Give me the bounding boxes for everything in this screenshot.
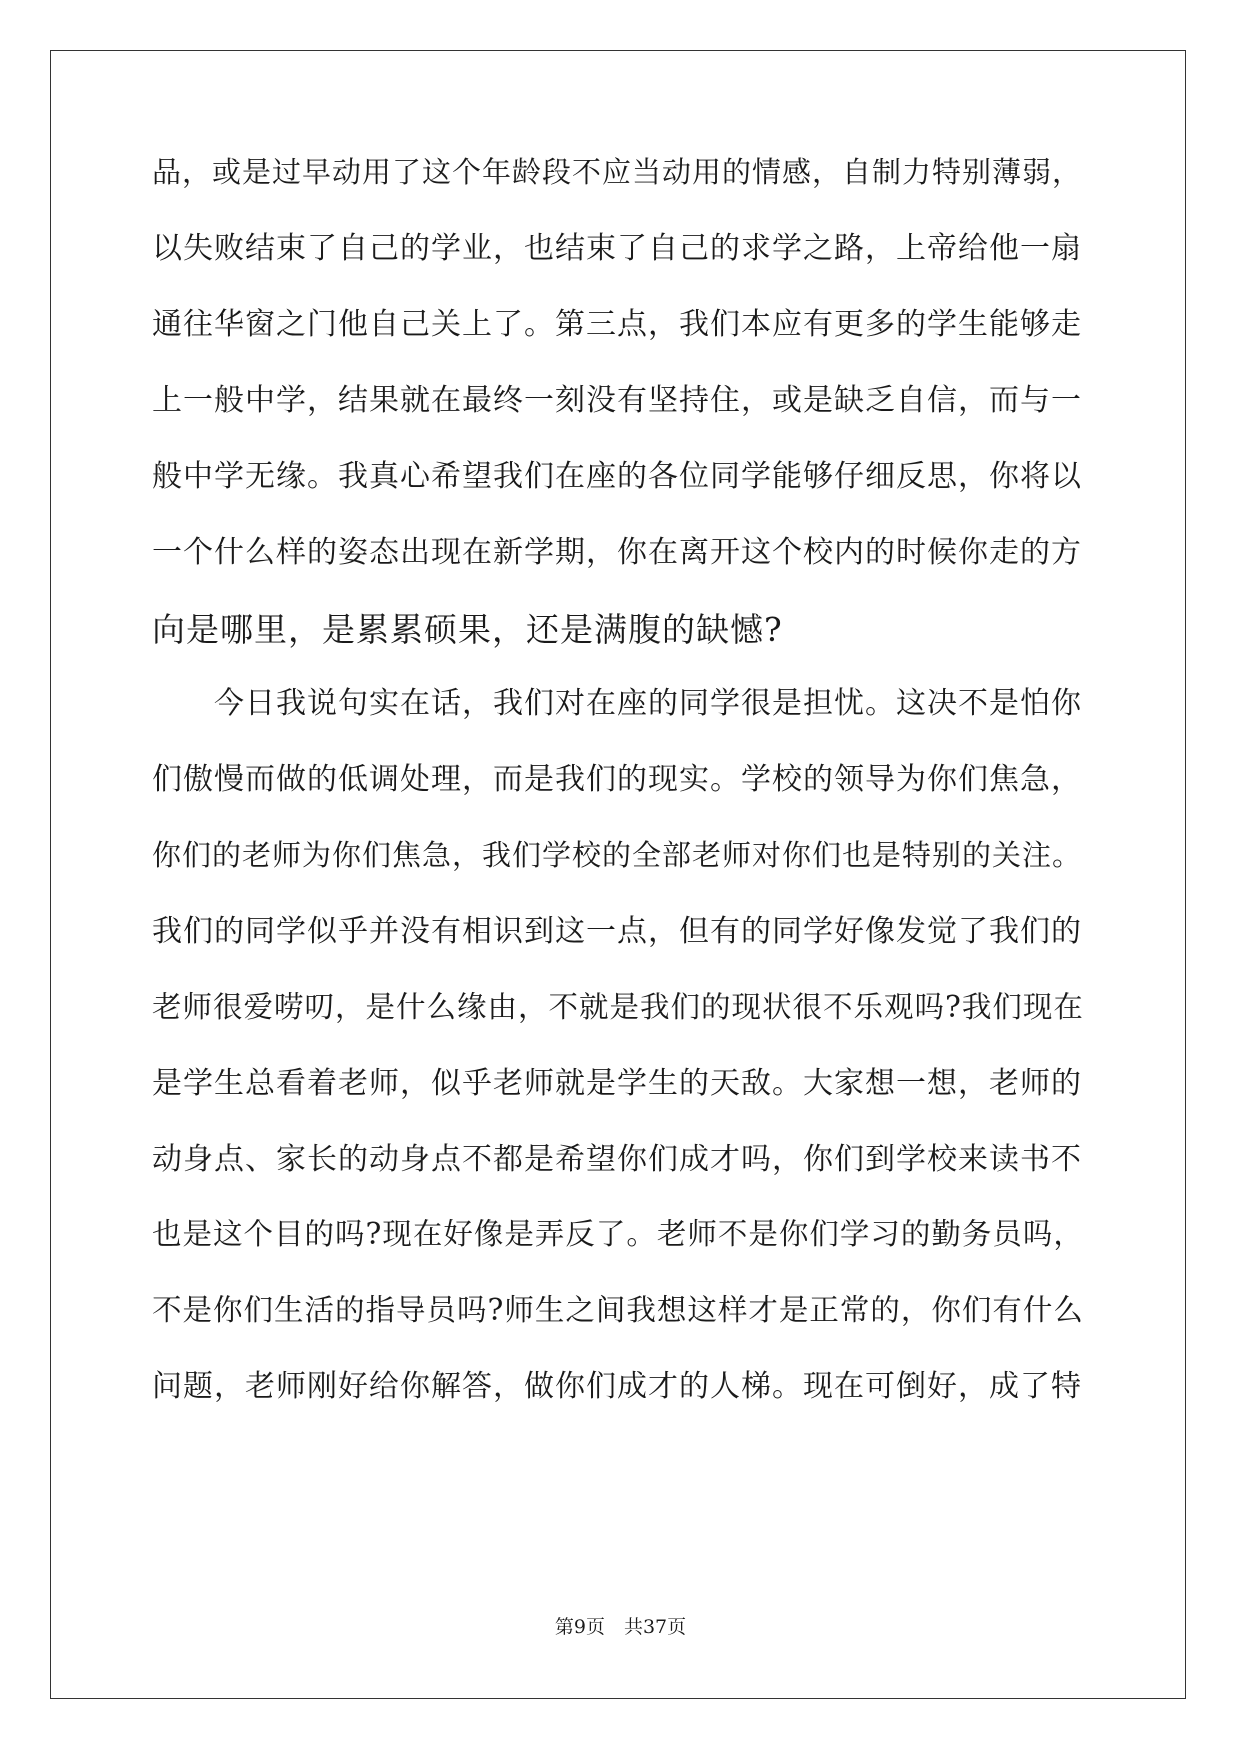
text-line: 品，或是过早动用了这个年龄段不应当动用的情感，自制力特别薄弱， <box>152 155 1083 189</box>
text-line: 上一般中学，结果就在最终一刻没有坚持住，或是缺乏自信，而与一 <box>152 383 1082 418</box>
text-line: 我们的同学似乎并没有相识到这一点，但有的同学好像发觉了我们的 <box>152 914 1082 949</box>
text-line: 不是你们生活的指导员吗?师生之间我想这样才是正常的，你们有什么 <box>152 1293 1084 1327</box>
text-line: 以失败结束了自己的学业，也结束了自己的求学之路，上帝给他一扇 <box>152 231 1082 266</box>
text-line: 问题，老师刚好给你解答，做你们成才的人梯。现在可倒好，成了特 <box>152 1369 1082 1404</box>
text-line: 今日我说句实在话，我们对在座的同学很是担忧。这决不是怕你 <box>152 686 1082 721</box>
page-border <box>50 50 1186 1699</box>
text-line: 向是哪里，是累累硕果，还是满腹的缺憾? <box>152 610 783 649</box>
text-line: 是学生总看着老师，似乎老师就是学生的天敌。大家想一想，老师的 <box>152 1066 1082 1101</box>
text-line: 般中学无缘。我真心希望我们在座的各位同学能够仔细反思，你将以 <box>152 459 1082 494</box>
page-footer: 第9页 共37页 <box>554 1616 687 1638</box>
text-line: 也是这个目的吗?现在好像是弄反了。老师不是你们学习的勤务员吗， <box>152 1217 1084 1251</box>
text-line: 一个什么样的姿态出现在新学期，你在离开这个校内的时候你走的方 <box>152 535 1082 570</box>
text-line: 老师很爱唠叨，是什么缘由，不就是我们的现状很不乐观吗?我们现在 <box>152 990 1084 1024</box>
text-line: 通往华窗之门他自己关上了。第三点，我们本应有更多的学生能够走 <box>152 307 1082 342</box>
text-line: 们傲慢而做的低调处理，而是我们的现实。学校的领导为你们焦急， <box>152 762 1082 797</box>
text-line: 你们的老师为你们焦急，我们学校的全部老师对你们也是特别的关注。 <box>152 838 1083 872</box>
text-line: 动身点、家长的动身点不都是希望你们成才吗，你们到学校来读书不 <box>152 1142 1082 1177</box>
